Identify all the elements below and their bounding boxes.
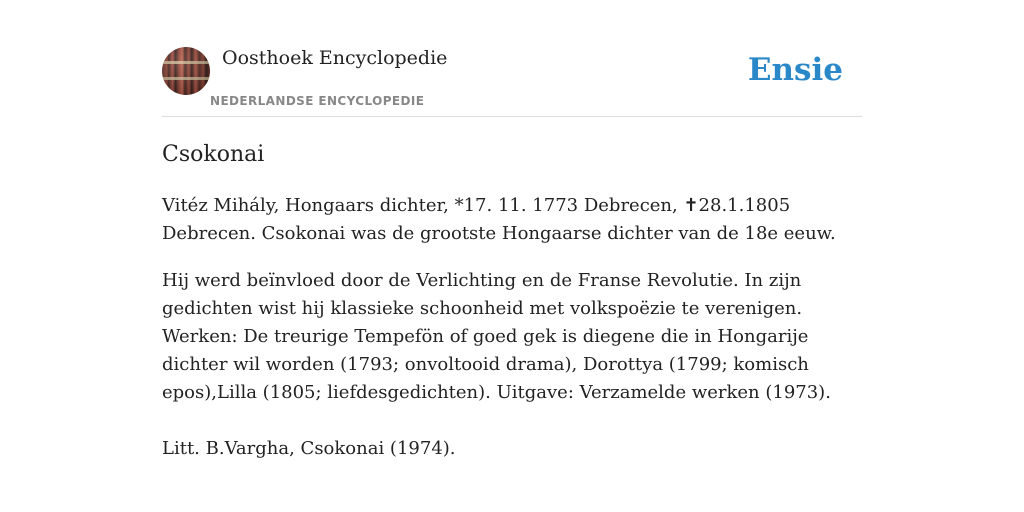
site-title-link[interactable]: Oosthoek Encyclopedie: [222, 47, 448, 69]
site-header: [162, 0, 862, 117]
article-references: Litt. B.Vargha, Csokonai (1974).: [162, 438, 456, 459]
ensie-brand-link[interactable]: Ensie: [747, 52, 843, 88]
article-paragraph: Vitéz Mihály, Hongaars dichter, *17. 11. 1773 Debrecen, ✝28.1.1805 Debrecen. Csokonai was de grootste Hongaarse dichter van de 18e eeuw.: [162, 195, 836, 244]
article-paragraph: Hij werd beïnvloed door de Verlichting en de Franse Revolutie. In zijn gedichten wist hij klassieke schoonheid met volkspoëzie te verenigen. Werken: De treurige Tempefön of goed gek is diegene die in Hongarije dichter wil worden (1793; onvoltooid drama), Dorottya (1799; komisch epos),Lilla (1805; liefdesgedichten). Uitgave: Verzamelde werken (1973).: [162, 270, 831, 403]
page-container: [162, 0, 862, 459]
encyclopedia-logo-icon[interactable]: [162, 47, 210, 95]
article-title: Csokonai: [162, 142, 265, 167]
site-subtitle: NEDERLANDSE ENCYCLOPEDIE: [210, 94, 425, 108]
